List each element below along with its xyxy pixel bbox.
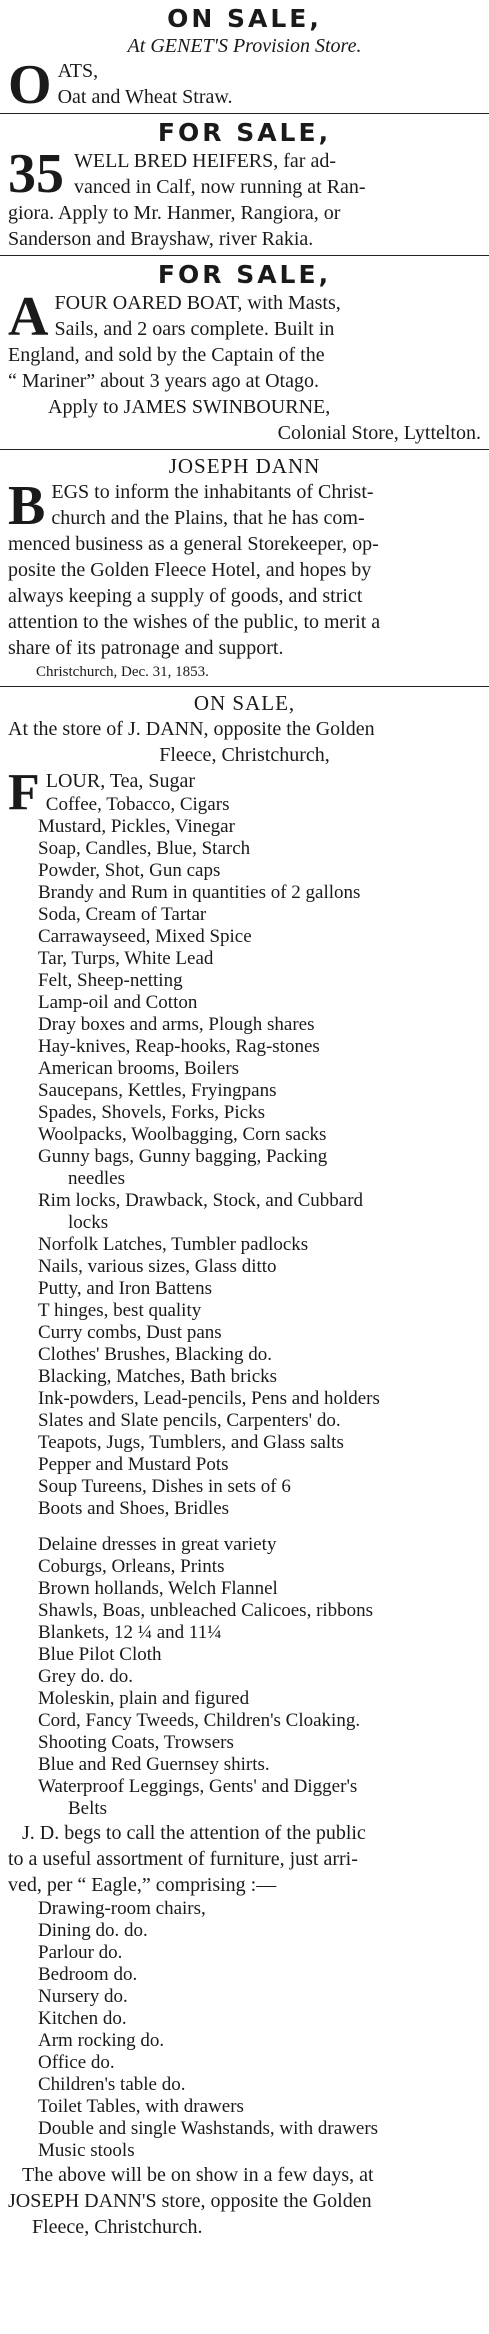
list-item: Spades, Shovels, Forks, Picks — [38, 1102, 265, 1123]
list-item: Putty, and Iron Battens — [38, 1278, 212, 1299]
list-item: Hay-knives, Reap-hooks, Rag-stones — [38, 1036, 320, 1057]
list-item: Lamp-oil and Cotton — [38, 992, 198, 1013]
list-item: Rim locks, Drawback, Stock, and Cubbard — [38, 1190, 364, 1211]
store-dropcap: F — [8, 764, 40, 821]
list-item: Nails, various sizes, Glass ditto — [38, 1256, 277, 1277]
list-item: Mustard, Pickles, Vinegar — [38, 816, 235, 837]
list-item: Clothes' Brushes, Blacking do. — [38, 1344, 273, 1365]
divider — [0, 255, 489, 256]
list-item: Blue Pilot Cloth — [38, 1644, 162, 1665]
list-item: Toilet Tables, with drawers — [38, 2096, 244, 2117]
dann-line: posite the Golden Fleece Hotel, and hopes by — [8, 559, 372, 581]
list-item: Bedroom do. — [38, 1964, 138, 1985]
list-item: Gunny bags, Gunny bagging, Packing — [38, 1146, 328, 1167]
furniture-intro: ved, per “ Eagle,” comprising :— — [8, 1874, 277, 1896]
dann-notice — [0, 453, 489, 683]
boat-dropcap: A — [8, 286, 49, 348]
oats-line: ATS, — [57, 60, 99, 82]
oats-line: Oat and Wheat Straw. — [57, 86, 233, 108]
boat-line: Sails, and 2 oars complete. Built in — [54, 318, 335, 340]
furniture-intro: to a useful assortment of furniture, just arri- — [8, 1848, 358, 1870]
oats-subheading: At GENET'S Provision Store. — [127, 35, 362, 57]
store-items-list — [8, 794, 481, 1520]
boat-line: Colonial Store, Lyttelton. — [277, 422, 481, 444]
list-item: needles — [68, 1168, 125, 1189]
list-item: Teapots, Jugs, Tumblers, and Glass salts — [38, 1432, 344, 1453]
list-item: Soup Tureens, Dishes in sets of 6 — [38, 1476, 291, 1497]
list-item: Blue and Red Guernsey shirts. — [38, 1754, 270, 1775]
heifers-line: giora. Apply to Mr. Hanmer, Rangiora, or — [8, 202, 341, 224]
list-item: Children's table do. — [38, 2074, 186, 2095]
heifers-heading: FOR SALE, — [157, 118, 332, 147]
list-item: Tar, Turps, White Lead — [38, 948, 214, 969]
list-item: Felt, Sheep-netting — [38, 970, 183, 991]
list-item: Arm rocking do. — [38, 2030, 165, 2051]
list-item: Soda, Cream of Tartar — [38, 904, 207, 925]
dann-dropcap: B — [8, 475, 46, 537]
boat-advertisement — [0, 259, 489, 446]
list-item: American brooms, Boilers — [38, 1058, 240, 1079]
dann-dateline: Christchurch, Dec. 31, 1853. — [36, 664, 209, 680]
list-item: Slates and Slate pencils, Carpenters' do. — [38, 1410, 341, 1431]
dann-line: EGS to inform the inhabitants of Christ- — [51, 481, 374, 503]
store-intro: At the store of J. DANN, opposite the Golden — [8, 718, 375, 740]
list-item: Nursery do. — [38, 1986, 128, 2007]
list-item: Double and single Washstands, with drawers — [38, 2118, 379, 2139]
list-item: Belts — [68, 1798, 108, 1819]
boat-line: “ Mariner” about 3 years ago at Otago. — [8, 370, 319, 392]
divider — [0, 449, 489, 450]
dann-line: attention to the wishes of the public, to merit a — [8, 611, 381, 633]
list-item: Saucepans, Kettles, Fryingpans — [38, 1080, 277, 1101]
store-advertisement — [0, 690, 489, 2240]
boat-line: FOUR OARED BOAT, with Masts, — [54, 292, 341, 314]
list-item: T hinges, best quality — [38, 1300, 202, 1321]
store-heading: ON SALE, — [193, 691, 296, 715]
divider — [0, 113, 489, 114]
list-item: Shooting Coats, Trowsers — [38, 1732, 234, 1753]
list-item: Brandy and Rum in quantities of 2 gallons — [38, 882, 361, 903]
list-item: Waterproof Leggings, Gents' and Digger's — [38, 1776, 358, 1797]
list-item: Woolpacks, Woolbagging, Corn sacks — [38, 1124, 327, 1145]
list-item: Music stools — [38, 2140, 135, 2161]
list-item: Soap, Candles, Blue, Starch — [38, 838, 251, 859]
oats-dropcap: O — [8, 54, 52, 116]
store-closing: JOSEPH DANN'S store, opposite the Golden — [8, 2190, 372, 2212]
dann-line: share of its patronage and support. — [8, 637, 284, 659]
store-intro: Fleece, Christchurch, — [159, 744, 330, 766]
list-item: Ink-powders, Lead-pencils, Pens and holders — [38, 1388, 380, 1409]
list-item: Delaine dresses in great variety — [38, 1534, 277, 1555]
list-item: Curry combs, Dust pans — [38, 1322, 222, 1343]
boat-line: Apply to JAMES SWINBOURNE, — [48, 396, 331, 418]
oats-advertisement — [0, 3, 489, 116]
list-item: locks — [68, 1212, 109, 1233]
list-item: Shawls, Boas, unbleached Calicoes, ribbons — [38, 1600, 374, 1621]
list-item: Kitchen do. — [38, 2008, 127, 2029]
list-item: Office do. — [38, 2052, 115, 2073]
list-item: Moleskin, plain and figured — [38, 1688, 250, 1709]
list-item: Carrawayseed, Mixed Spice — [38, 926, 252, 947]
dann-line: church and the Plains, that he has com- — [51, 507, 365, 529]
dann-line: always keeping a supply of goods, and strict — [8, 585, 363, 607]
list-item: Blacking, Matches, Bath bricks — [38, 1366, 278, 1387]
store-closing: Fleece, Christchurch. — [32, 2216, 203, 2238]
heifers-advertisement — [0, 117, 489, 252]
heifers-line: vanced in Calf, now running at Ran- — [74, 176, 366, 198]
store-closing: The above will be on show in a few days, at — [22, 2164, 374, 2186]
dann-line: menced business as a general Storekeeper, op- — [8, 533, 379, 555]
list-item: Pepper and Mustard Pots — [38, 1454, 229, 1475]
list-item: Brown hollands, Welch Flannel — [38, 1578, 278, 1599]
list-item: Coffee, Tobacco, Cigars — [45, 794, 230, 815]
furniture-list — [8, 1898, 481, 2162]
store-first-line: LOUR, Tea, Sugar — [45, 770, 196, 792]
drapery-list — [8, 1534, 481, 1820]
list-item: Coburgs, Orleans, Prints — [38, 1556, 225, 1577]
divider — [0, 686, 489, 687]
list-item: Powder, Shot, Gun caps — [38, 860, 221, 881]
dann-heading: JOSEPH DANN — [168, 454, 321, 478]
list-item: Boots and Shoes, Bridles — [38, 1498, 230, 1519]
list-item: Parlour do. — [38, 1942, 123, 1963]
furniture-intro: J. D. begs to call the attention of the public — [22, 1822, 366, 1844]
list-item: Dining do. do. — [38, 1920, 148, 1941]
list-item: Blankets, 12 ¼ and 11¼ — [38, 1622, 222, 1643]
heifers-line: Sanderson and Brayshaw, river Rakia. — [8, 228, 314, 250]
boat-heading: FOR SALE, — [157, 260, 332, 289]
list-item: Grey do. do. — [38, 1666, 133, 1687]
boat-line: England, and sold by the Captain of the — [8, 344, 325, 366]
list-item: Drawing-room chairs, — [38, 1898, 206, 1919]
list-item: Norfolk Latches, Tumbler padlocks — [38, 1234, 309, 1255]
oats-heading: ON SALE, — [167, 4, 322, 33]
list-item: Dray boxes and arms, Plough shares — [38, 1014, 315, 1035]
heifers-line: WELL BRED HEIFERS, far ad- — [74, 150, 336, 172]
heifers-number: 35 — [8, 143, 64, 205]
list-item: Cord, Fancy Tweeds, Children's Cloaking. — [38, 1710, 361, 1731]
